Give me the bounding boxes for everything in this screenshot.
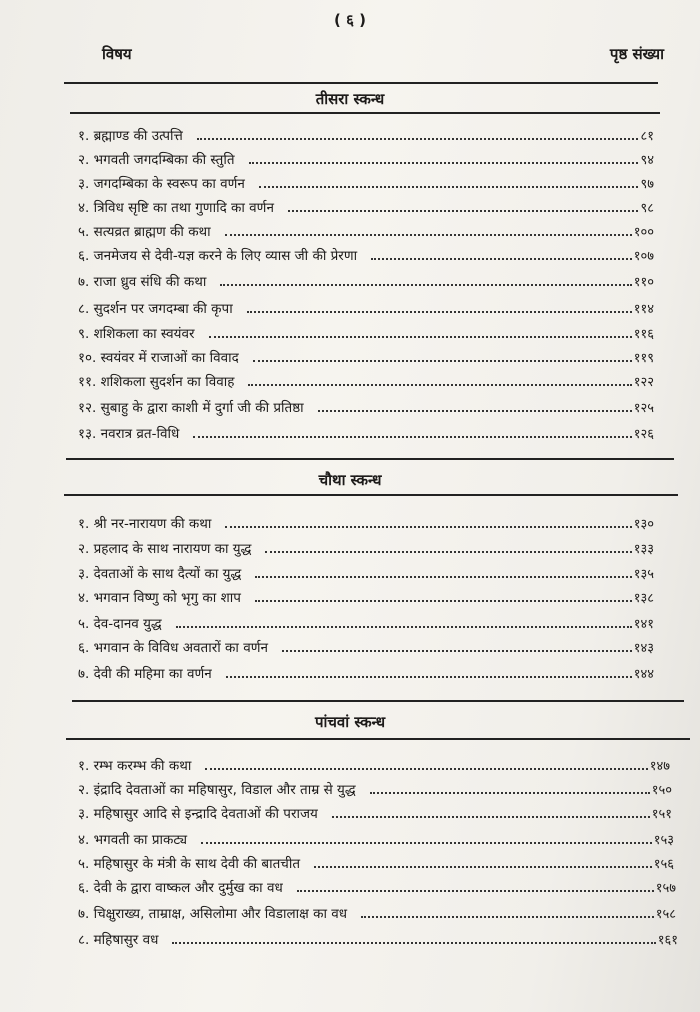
leader-dots xyxy=(265,551,631,553)
toc-entry-title: ४. भगवान विष्णु को भृगु का शाप xyxy=(78,590,241,606)
section-rule-top xyxy=(64,82,658,84)
toc-entry-title: ६. देवी के द्वारा वाष्कल और दुर्मुख का वध xyxy=(78,880,283,896)
toc-entry[interactable] xyxy=(78,535,654,557)
toc-entry-title: ५. महिषासुर के मंत्री के साथ देवी की बातचीत xyxy=(78,856,301,872)
leader-dots xyxy=(201,842,652,844)
toc-entry-page: १५१ xyxy=(651,807,672,822)
toc-entry-title: ४. भगवती का प्राकट्य xyxy=(78,832,188,848)
toc-entry-title: ९. शशिकला का स्वयंवर xyxy=(78,326,195,342)
toc-entry-page: १५८ xyxy=(655,907,676,922)
toc-entry-title: ३. जगदम्बिका के स्वरूप का वर्णन xyxy=(78,176,245,192)
leader-dots xyxy=(318,410,632,412)
toc-entry[interactable] xyxy=(78,218,654,240)
toc-entry-page: १२५ xyxy=(633,401,654,416)
leader-dots xyxy=(172,942,655,944)
toc-entry[interactable] xyxy=(78,510,654,532)
toc-entry-page: १०० xyxy=(633,225,654,240)
toc-entry-page: १२६ xyxy=(633,427,654,442)
leader-dots xyxy=(332,816,650,818)
toc-entry-title: १. श्री नर-नारायण की कथा xyxy=(78,516,212,532)
toc-entry-page: १४७ xyxy=(649,759,670,774)
toc-entry-title: १०. स्वयंवर में राजाओं का विवाद xyxy=(78,350,239,366)
toc-entry-title: ८. महिषासुर वध xyxy=(78,932,159,948)
toc-entry[interactable] xyxy=(78,320,654,342)
toc-entry-page: १६१ xyxy=(657,933,678,948)
toc-entry-title: ६. भगवान के विविध अवतारों का वर्णन xyxy=(78,640,268,656)
leader-dots xyxy=(314,866,652,868)
toc-entry[interactable] xyxy=(78,800,672,822)
toc-entry[interactable] xyxy=(78,776,672,798)
toc-entry-title: ७. राजा ध्रुव संधि की कथा xyxy=(78,274,207,290)
leader-dots xyxy=(225,234,632,236)
toc-entry[interactable] xyxy=(78,850,674,872)
toc-entry[interactable] xyxy=(78,268,654,290)
toc-entry[interactable] xyxy=(78,344,654,366)
toc-entry[interactable] xyxy=(78,926,678,948)
section-rule-bottom xyxy=(66,738,690,740)
section-rule-top xyxy=(66,458,674,460)
toc-entry-title: ७. चिक्षुराख्य, ताम्राक्ष, असिलोमा और विडालाक्ष का वध xyxy=(78,906,348,922)
toc-entry-title: ५. सत्यव्रत ब्राह्मण की कथा xyxy=(78,224,211,240)
leader-dots xyxy=(209,336,632,338)
toc-entry-page: १०७ xyxy=(633,249,654,264)
section-title-third-skandha: तीसरा स्कन्ध xyxy=(315,90,385,108)
leader-dots xyxy=(371,258,632,260)
leader-dots xyxy=(255,600,632,602)
toc-entry-title: ३. देवताओं के साथ दैत्यों का युद्ध xyxy=(78,566,242,582)
column-header-subject: विषय xyxy=(102,45,132,63)
toc-entry-title: २. प्रहलाद के साथ नारायण का युद्ध xyxy=(78,541,252,557)
toc-entry-page: ९४ xyxy=(640,153,654,168)
toc-entry-title: ५. देव-दानव युद्ध xyxy=(78,616,162,632)
leader-dots xyxy=(176,626,632,628)
toc-entry-title: ३. महिषासुर आदि से इन्द्रादि देवताओं की पराजय xyxy=(78,806,318,822)
toc-entry[interactable] xyxy=(78,146,654,168)
leader-dots xyxy=(220,284,631,286)
toc-entry-page: १५० xyxy=(651,783,672,798)
toc-entry[interactable] xyxy=(78,900,676,922)
toc-entry-title: ६. जनमेजय से देवी-यज्ञ करने के लिए व्यास जी की प्रेरणा xyxy=(78,248,358,264)
toc-entry[interactable] xyxy=(78,560,654,582)
toc-entry-page: १५७ xyxy=(655,881,676,896)
column-header-page-number: पृष्ठ संख्या xyxy=(609,45,664,63)
section-title-fifth-skandha: पांचवां स्कन्ध xyxy=(314,713,386,731)
toc-entry-page: ९७ xyxy=(640,177,654,192)
toc-entry-title: १३. नवरात्र व्रत-विधि xyxy=(78,426,180,442)
section-rule-top xyxy=(72,700,684,702)
toc-entry[interactable] xyxy=(78,584,654,606)
toc-entry-title: ४. त्रिविध सृष्टि का तथा गुणादि का वर्णन xyxy=(78,200,274,216)
leader-dots xyxy=(282,650,632,652)
toc-entry[interactable] xyxy=(78,634,654,656)
toc-entry-page: ११६ xyxy=(633,327,654,342)
toc-entry[interactable] xyxy=(78,194,654,216)
leader-dots xyxy=(255,576,631,578)
leader-dots xyxy=(361,916,654,918)
toc-entry[interactable] xyxy=(78,752,670,774)
leader-dots xyxy=(247,311,632,313)
leader-dots xyxy=(253,360,632,362)
toc-entry-title: ११. शशिकला सुदर्शन का विवाह xyxy=(78,374,235,390)
toc-entry[interactable] xyxy=(78,170,654,192)
leader-dots xyxy=(193,436,631,438)
toc-entry-title: १२. सुबाहु के द्वारा काशी में दुर्गा जी की प्रतिष्ठा xyxy=(78,400,304,416)
section-rule-bottom xyxy=(64,494,678,496)
toc-entry-page: ११० xyxy=(633,275,654,290)
leader-dots xyxy=(259,186,639,188)
toc-entry-page: ११४ xyxy=(633,302,654,317)
section-rule-bottom xyxy=(70,112,660,114)
toc-entry-page: १३३ xyxy=(633,542,654,557)
section-title-fourth-skandha: चौथा स्कन्ध xyxy=(318,471,382,489)
toc-entry-page: १२२ xyxy=(633,375,654,390)
leader-dots xyxy=(205,768,647,770)
toc-entry-page: १४१ xyxy=(633,617,654,632)
leader-dots xyxy=(370,792,650,794)
toc-entry[interactable] xyxy=(78,826,674,848)
leader-dots xyxy=(248,384,631,386)
toc-entry[interactable] xyxy=(78,122,654,144)
toc-entry-page: ११९ xyxy=(633,351,654,366)
toc-entry-title: ७. देवी की महिमा का वर्णन xyxy=(78,666,212,682)
toc-entry-page: ८१ xyxy=(640,129,654,144)
toc-entry-title: १. ब्रह्माण्ड की उत्पत्ति xyxy=(78,128,183,144)
leader-dots xyxy=(249,162,639,164)
toc-entry[interactable] xyxy=(78,420,654,442)
toc-entry-title: ८. सुदर्शन पर जगदम्बा की कृपा xyxy=(78,301,233,317)
leader-dots xyxy=(288,210,639,212)
toc-entry-page: १३० xyxy=(633,517,654,532)
toc-entry[interactable] xyxy=(78,874,676,896)
toc-entry-page: १३८ xyxy=(633,591,654,606)
leader-dots xyxy=(297,890,654,892)
toc-entry[interactable] xyxy=(78,394,654,416)
leader-dots xyxy=(226,676,632,678)
toc-entry-page: ९८ xyxy=(640,201,654,216)
toc-entry[interactable] xyxy=(78,295,654,317)
toc-entry-page: १४४ xyxy=(633,667,654,682)
page-number: ( ६ ) xyxy=(334,11,366,29)
toc-entry-title: २. भगवती जगदम्बिका की स्तुति xyxy=(78,152,235,168)
toc-entry[interactable] xyxy=(78,242,654,264)
leader-dots xyxy=(225,526,631,528)
toc-entry[interactable] xyxy=(78,660,654,682)
toc-entry-title: २. इंद्रादि देवताओं का महिषासुर, विडाल और ताम्र से युद्ध xyxy=(78,782,356,798)
toc-entry-page: १४३ xyxy=(633,641,654,656)
toc-entry-page: १३५ xyxy=(633,567,654,582)
toc-entry-title: १. रम्भ करम्भ की कथा xyxy=(78,758,192,774)
toc-entry[interactable] xyxy=(78,368,654,390)
leader-dots xyxy=(197,138,639,140)
toc-entry[interactable] xyxy=(78,610,654,632)
toc-entry-page: १५६ xyxy=(653,857,674,872)
toc-entry-page: १५३ xyxy=(653,833,674,848)
